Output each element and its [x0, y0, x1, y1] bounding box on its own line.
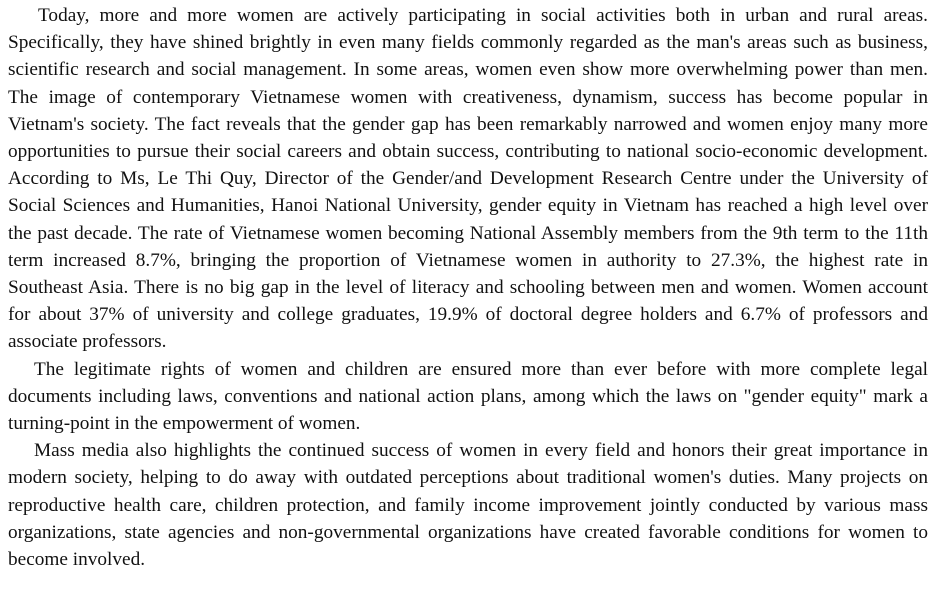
paragraph-legal-rights: The legitimate rights of women and children are ensured more than ever before with more complete legal documents including laws, conventions and national action plans, among which the laws on "gender equity" mark a turning-point in the empowerment of women. [8, 358, 928, 435]
paragraph-women-participation: Today, more and more women are actively participating in social activities both in urban and rural areas. Specifically, they have shined brightly in even many fields commonly regarded as the man's areas such as business, scientific research and social management. In some areas, women even show more overwhelming power than men. The image of contemporary Vietnamese women with creativeness, dynamism, success has become popular in Vietnam's society. The fact reveals that the gender gap has been remarkably narrowed and women enjoy many more opportunities to pursue their social careers and obtain success, contributing to national socio-economic development. According to Ms, Le Thi Quy, Director of the Gender/and Development Research Centre under the University of Social Sciences and Humanities, Hanoi National University, gender equity in Vietnam has reached a high level over the past decade. The rate of Vietnamese women becoming National Assembly members from the 9th term to the 11th term increased 8.7%, bringing the proportion of Vietnamese women in authority to 27.3%, the highest rate in Southeast Asia. There is no big gap in the level of literacy and schooling between men and women. Women account for about 37% of university and college graduates, 19.9% of doctoral degree holders and 6.7% of professors and associate professors. [8, 5, 928, 353]
paragraph-mass-media: Mass media also highlights the continued success of women in every field and honors their great importance in modern society, helping to do away with outdated perceptions about traditional women's duties. Many projects on reproductive health care, children protection, and family income improvement jointly conducted by various mass organizations, state agencies and non-governmental organizations have created favorable conditions for women to become involved. [8, 440, 928, 571]
